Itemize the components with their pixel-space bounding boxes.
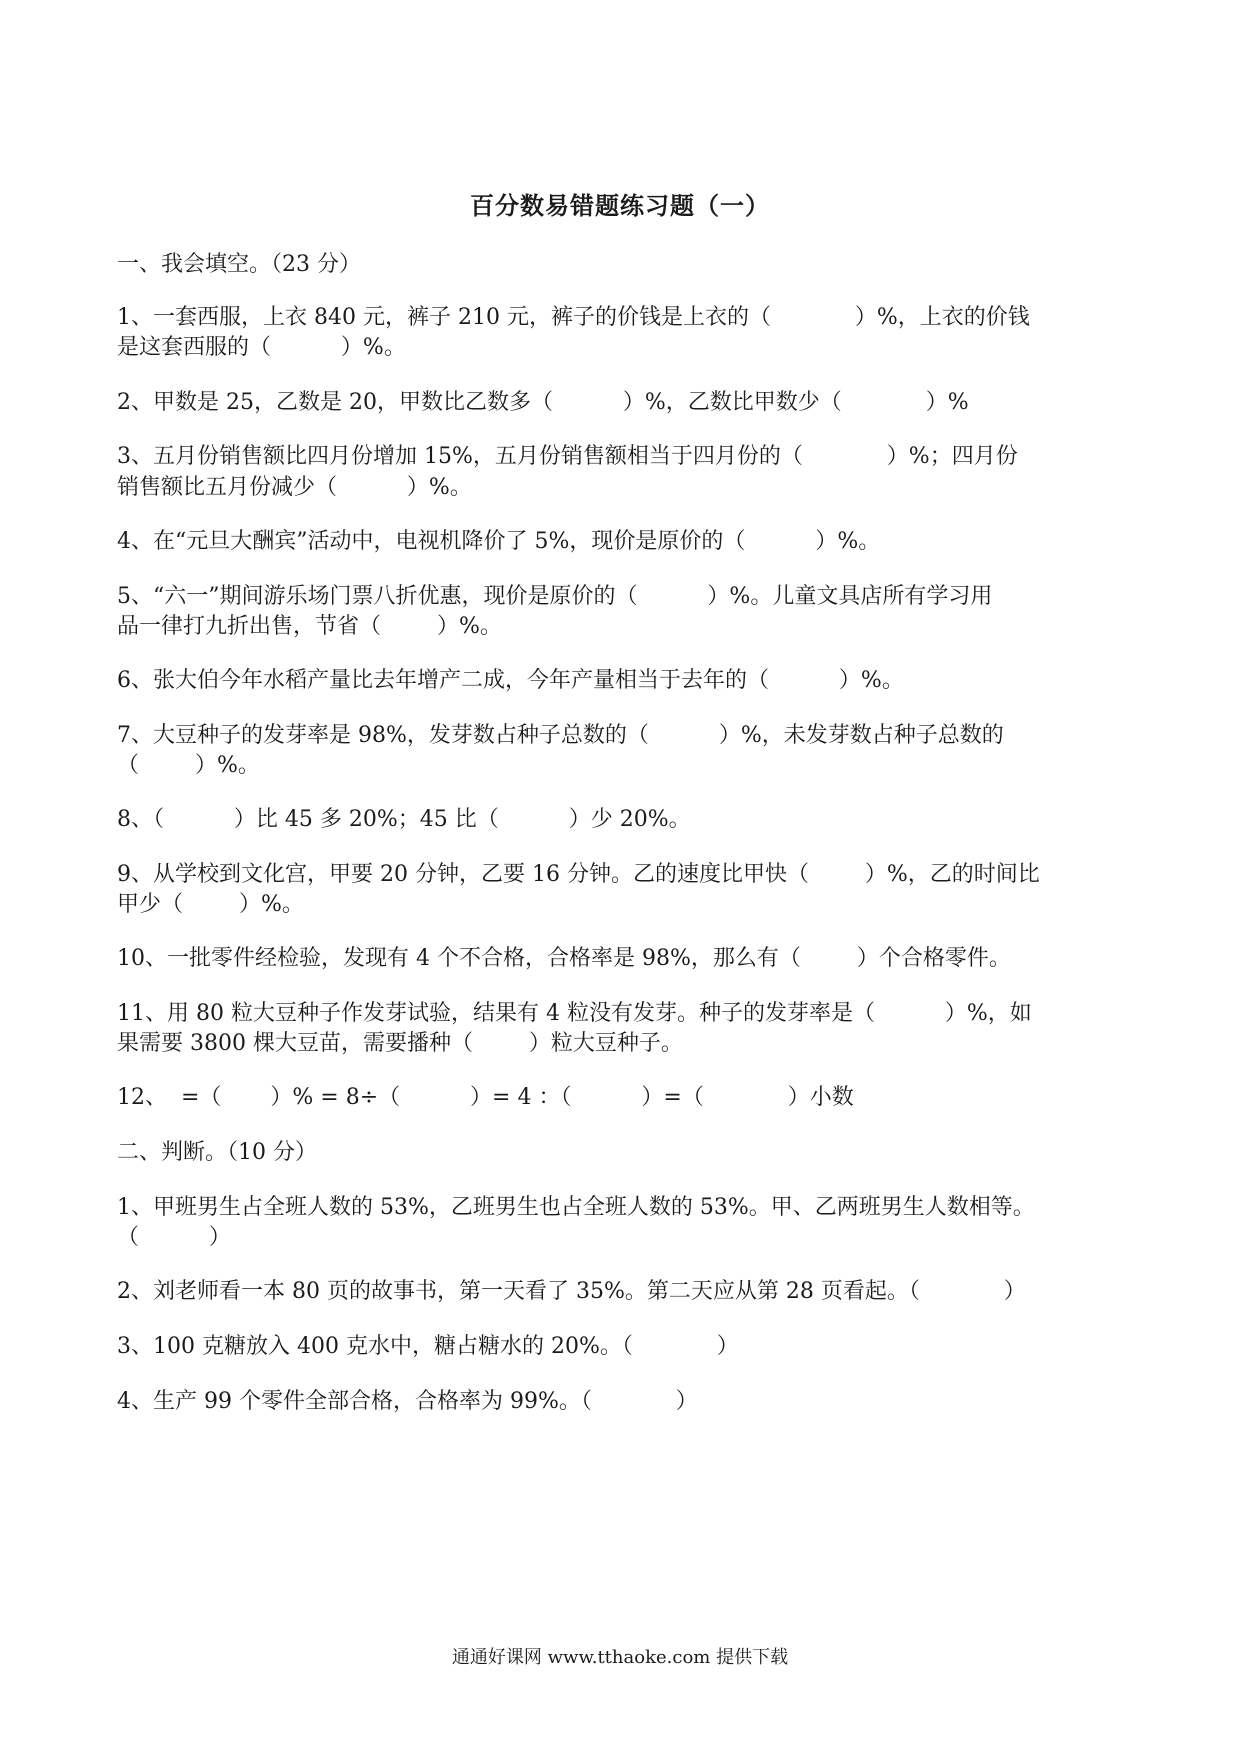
question-line: 11、用 80 粒大豆种子作发芽试验，结果有 4 粒没有发芽。种子的发芽率是（ ）%，如 — [117, 1001, 1032, 1026]
question-line: 5、“六一”期间游乐场门票八折优惠，现价是原价的（ ）%。儿童文具店所有学习用 — [117, 584, 993, 609]
question-line: 9、从学校到文化宫，甲要 20 分钟，乙要 16 分钟。乙的速度比甲快（ ）%，乙的时间比 — [117, 862, 1040, 887]
section-heading: 二、判断。（10 分） — [117, 1140, 317, 1165]
question-line: 1、一套西服，上衣 840 元，裤子 210 元，裤子的价钱是上衣的（ ）%，上衣的价钱 — [117, 305, 1030, 330]
question-line: （ ）%。 — [117, 753, 260, 778]
question-line: 2、刘老师看一本 80 页的故事书，第一天看了 35%。第二天应从第 28 页看起。（ ） — [117, 1279, 1026, 1304]
page-title: 百分数易错题练习题（一） — [470, 191, 770, 220]
question-line: 7、大豆种子的发芽率是 98%，发芽数占种子总数的（ ）%，未发芽数占种子总数的 — [117, 723, 1004, 748]
question-line: 10、一批零件经检验，发现有 4 个不合格，合格率是 98%，那么有（ ）个合格零件。 — [117, 946, 1011, 971]
question-line: 品一律打九折出售，节省（ ）%。 — [117, 614, 502, 639]
question-line: 销售额比五月份减少（ ）%。 — [117, 475, 472, 500]
question-line: 6、张大伯今年水稻产量比去年增产二成，今年产量相当于去年的（ ）%。 — [117, 668, 904, 693]
question-line: （ ） — [117, 1225, 231, 1250]
question-line: 3、五月份销售额比四月份增加 15%，五月份销售额相当于四月份的（ ）%；四月份 — [117, 444, 1018, 469]
question-line: 2、甲数是 25，乙数是 20，甲数比乙数多（ ）%，乙数比甲数少（ ）% — [117, 390, 969, 415]
question-line: 1、甲班男生占全班人数的 53%，乙班男生也占全班人数的 53%。甲、乙两班男生人数相等。 — [117, 1195, 1035, 1220]
footer-credit: 通通好课网 www.tthaoke.com 提供下载 — [451, 1647, 789, 1668]
question-line: 甲少（ ）%。 — [117, 892, 304, 917]
question-line: 12、 =（ ）% = 8÷（ ）= 4 ：（ ）=（ ）小数 — [117, 1085, 854, 1110]
question-line: 3、100 克糖放入 400 克水中，糖占糖水的 20%。（ ） — [117, 1334, 739, 1359]
question-line: 4、生产 99 个零件全部合格，合格率为 99%。（ ） — [117, 1389, 698, 1414]
question-line: 果需要 3800 棵大豆苗，需要播种（ ）粒大豆种子。 — [117, 1031, 683, 1056]
question-line: 8、（ ）比 45 多 20%；45 比（ ）少 20%。 — [117, 807, 691, 832]
question-line: 是这套西服的（ ）%。 — [117, 335, 406, 360]
section-heading: 一、我会填空。（23 分） — [117, 252, 361, 277]
question-line: 4、在“元旦大酬宾”活动中，电视机降价了 5%，现价是原价的（ ）%。 — [117, 529, 881, 554]
